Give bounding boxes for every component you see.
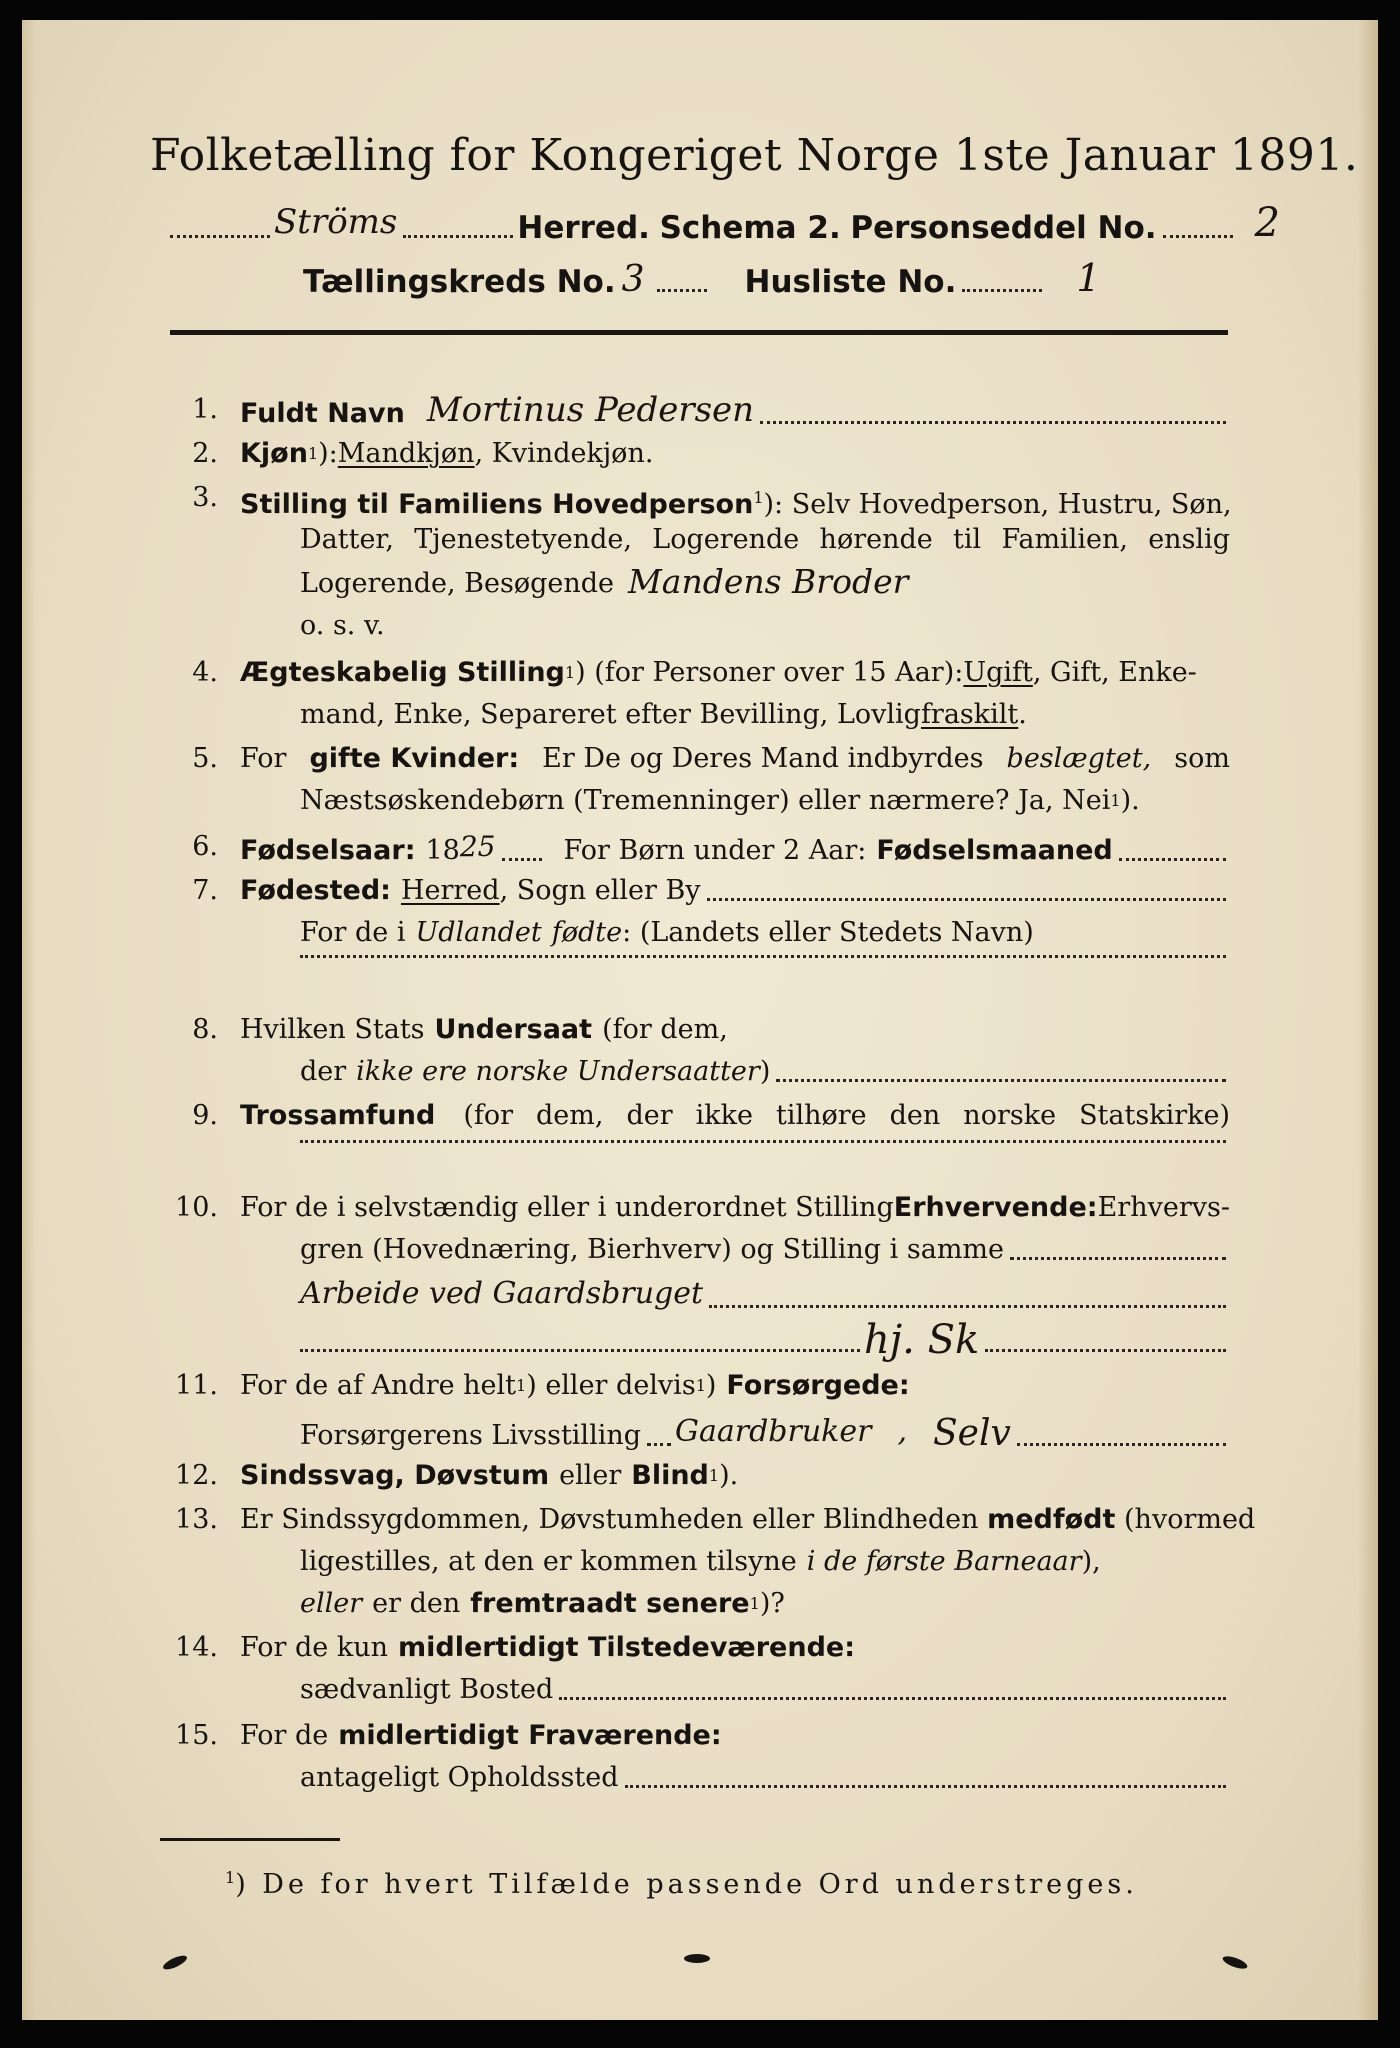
header-herred-line <box>170 200 1280 246</box>
marital-status-label: Ægteskabelig Stilling <box>240 657 565 688</box>
item-text: ) (for Personer over 15 Aar): <box>575 657 964 688</box>
item-text: mand, Enke, Separeret efter Bevilling, Lovlig <box>300 699 921 730</box>
dot-leader <box>403 235 513 238</box>
acquired-later-label: fremtraadt senere <box>470 1588 750 1619</box>
sex-text: , Kvindekjøn. <box>474 438 654 469</box>
item-number: 10. <box>175 1192 218 1223</box>
footnote-divider <box>160 1838 340 1841</box>
dot-leader <box>1010 1257 1226 1260</box>
occupation-label: Erhvervende: <box>893 1192 1098 1223</box>
blind-label: Blind <box>631 1460 709 1491</box>
dot-leader <box>300 955 1226 958</box>
item-text: For de <box>240 1720 329 1751</box>
schema-label: Schema 2. <box>659 210 841 246</box>
herred-label: Herred. <box>517 210 650 246</box>
item-text: ) <box>759 1056 771 1087</box>
husliste-value: 1 <box>1076 256 1101 300</box>
item-number: 6. <box>192 831 218 862</box>
item-text-italic: eller <box>300 1588 363 1619</box>
citizenship-label: Undersaat <box>434 1014 593 1045</box>
item-text: For de kun <box>240 1632 388 1663</box>
sex-text: ): <box>318 438 338 469</box>
print-mark <box>684 1954 710 1963</box>
item-text: eller <box>559 1460 622 1491</box>
item-4-line2 <box>300 697 1230 733</box>
footnote-ref: 1 <box>1110 791 1121 810</box>
item-text-italic: ikke ere norske Undersaatter <box>356 1056 760 1087</box>
item-5-line2 <box>300 783 1230 819</box>
item-text: antageligt Opholdssted <box>300 1762 619 1793</box>
temporary-absent-label: midlertidigt Fraværende: <box>338 1720 722 1751</box>
dot-leader <box>709 1305 1226 1308</box>
item-9-religion <box>240 1098 1230 1134</box>
item-13-line3 <box>300 1586 1230 1622</box>
item-number: 4. <box>192 657 218 688</box>
birthplace-option-underlined: Herred <box>400 875 500 906</box>
footnote-ref: 1 <box>225 1868 236 1887</box>
item-text: : (Landets eller Stedets Navn) <box>622 917 1034 948</box>
item-text: Logerende, Besøgende <box>300 568 614 599</box>
dot-leader <box>776 1079 1226 1082</box>
item-text: , Gift, Enke- <box>1032 657 1197 688</box>
item-10-occupation <box>240 1190 1230 1226</box>
dot-leader <box>1163 235 1233 238</box>
header-divider <box>170 330 1228 335</box>
item-5-married-women <box>240 741 1230 777</box>
full-name-label: Fuldt Navn <box>240 398 405 429</box>
sex-option-underlined: Mandkjøn <box>337 438 475 469</box>
item-text: For de af Andre helt <box>240 1370 517 1401</box>
birth-year-prefix: 18 <box>425 835 460 866</box>
item-13-congenital <box>240 1502 1256 1538</box>
form-title: Folketælling for Kongeriget Norge 1ste Januar 1891. <box>150 130 1359 181</box>
item-7-birthplace <box>240 873 1230 909</box>
dot-leader <box>559 1697 1226 1700</box>
dot-leader <box>300 1140 1226 1143</box>
dot-leader <box>657 289 707 292</box>
item-text: Er Sindssygdommen, Døvstumheden eller Blindheden <box>240 1504 979 1535</box>
item-3-family-position <box>240 480 1230 523</box>
herred-value: Ströms <box>274 202 398 242</box>
item-1-full-name <box>240 392 1230 432</box>
item-text: ). <box>719 1460 739 1491</box>
item-9-line2 <box>300 1140 1230 1151</box>
item-text: ligestilles, at den er kommen tilsyne <box>300 1546 797 1577</box>
item-number: 7. <box>192 875 218 906</box>
provider-occupation-value: Gaardbruker <box>675 1414 872 1449</box>
footnote <box>225 1868 1138 1900</box>
provider-occupation-value: Selv <box>932 1413 1011 1454</box>
family-position-value: Mandens Broder <box>628 562 909 601</box>
dot-leader <box>1119 858 1226 861</box>
husliste-label: Husliste No. <box>744 264 957 300</box>
dot-leader <box>170 235 270 238</box>
item-text: sædvanligt Bosted <box>300 1674 554 1705</box>
dot-leader <box>1017 1443 1226 1446</box>
item-12-disability <box>240 1458 1230 1494</box>
item-text: ): Selv Hovedperson, Hustru, Søn, <box>763 489 1232 520</box>
item-text: , Sogn eller By <box>499 875 701 906</box>
footnote-ref: 1 <box>695 1376 706 1395</box>
marital-option-underlined: fraskilt <box>920 699 1019 730</box>
item-text: der <box>300 1056 347 1087</box>
family-position-label: Stilling til Familiens Hovedperson <box>240 489 754 520</box>
item-number: 11. <box>175 1370 218 1401</box>
religion-label: Trossamfund <box>240 1100 436 1131</box>
occupation-annotation: hj. Sk <box>864 1317 980 1363</box>
item-text: For Børn under 2 Aar: <box>563 835 867 866</box>
dot-leader <box>625 1785 1227 1788</box>
dot-leader <box>300 1349 860 1352</box>
item-text-italic: fødte <box>551 917 623 948</box>
item-text-italic: i de første Barneaar <box>806 1546 1082 1577</box>
footnote-ref: 1 <box>564 663 576 682</box>
footnote-ref: 1 <box>753 488 764 507</box>
kreds-value: 3 <box>621 259 645 300</box>
item-text: )? <box>759 1588 785 1619</box>
item-6-birth-year <box>240 829 1230 869</box>
item-text: ) eller delvis <box>526 1370 696 1401</box>
occupation-value: Arbeide ved Gaardsbruget <box>300 1276 704 1311</box>
item-text: Næstsøskendebørn (Tremenninger) eller nærmere? Ja, Nei <box>300 785 1111 816</box>
item-text: For de i <box>300 917 406 948</box>
item-4-marital-status <box>240 655 1230 691</box>
item-number: 14. <box>175 1632 218 1663</box>
item-text: For <box>240 743 287 774</box>
item-text: gren (Hovednæring, Bierhverv) og Stilling i samme <box>300 1234 1005 1265</box>
birth-month-label: Fødselsmaaned <box>876 835 1113 866</box>
footnote-ref: 1 <box>708 1466 720 1485</box>
item-number: 1. <box>192 394 218 425</box>
marital-option-underlined: Ugift <box>963 657 1033 688</box>
item-text: som <box>1174 743 1230 774</box>
footnote-ref: 1 <box>516 1376 527 1395</box>
sex-label: Kjøn <box>240 438 308 469</box>
congenital-label: medfødt <box>987 1504 1116 1535</box>
item-13-line2 <box>300 1544 1230 1580</box>
item-text: er den <box>372 1588 461 1619</box>
item-number: 12. <box>175 1460 218 1491</box>
item-text: For de i selvstændig eller i underordnet Stilling <box>240 1192 894 1223</box>
item-text: ). <box>1120 785 1140 816</box>
item-15-temporary-absent <box>240 1718 1230 1754</box>
item-14-line2 <box>300 1672 1230 1708</box>
disability-label: Sindssvag, Døvstum <box>240 1460 550 1491</box>
personseddel-value: 2 <box>1254 200 1280 246</box>
item-2-sex <box>240 436 1230 472</box>
item-number: 2. <box>192 438 218 469</box>
footnote-text: ) De for hvert Tilfælde passende Ord understreges. <box>235 1869 1138 1900</box>
item-text: Datter, Tjenestetyende, Logerende hørende til Familien, enslig <box>300 524 1230 555</box>
item-number: 9. <box>192 1100 218 1131</box>
dot-leader <box>962 289 1042 292</box>
dot-leader <box>647 1443 671 1446</box>
item-10-line2 <box>300 1232 1230 1268</box>
item-text: Erhvervs- <box>1097 1192 1230 1223</box>
item-text: Hvilken Stats <box>240 1014 425 1045</box>
item-15-line2 <box>300 1760 1230 1796</box>
item-text-italic: beslægtet, <box>1006 743 1152 774</box>
item-text: o. s. v. <box>300 610 385 641</box>
footnote-ref: 1 <box>307 444 319 463</box>
item-text: (for dem, der ikke tilhøre den norske Statskirke) <box>463 1100 1230 1131</box>
item-text: . <box>1018 699 1027 730</box>
item-8-citizenship <box>240 1012 1230 1048</box>
item-text-italic: Udlandet <box>415 917 542 948</box>
item-10-line4 <box>300 1317 1230 1363</box>
dot-leader <box>985 1349 1226 1352</box>
paper-edge-right <box>1358 20 1378 2020</box>
item-7-line3 <box>300 955 1230 966</box>
item-text: Forsørgerens Livsstilling <box>300 1420 642 1451</box>
item-10-line3 <box>300 1276 1230 1316</box>
item-text: ) <box>705 1370 717 1401</box>
item-text: Er De og Deres Mand indbyrdes <box>542 743 984 774</box>
item-14-temporary-present <box>240 1630 1230 1666</box>
full-name-value: Mortinus Pedersen <box>426 390 755 430</box>
birth-year-label: Fødselsaar: <box>240 835 416 866</box>
birth-year-value: 25 <box>459 830 496 863</box>
dot-leader <box>502 858 542 861</box>
item-text: ), <box>1081 1546 1101 1577</box>
kreds-label: Tællingskreds No. <box>303 264 616 300</box>
header-kreds-line <box>303 256 1203 300</box>
item-number: 13. <box>175 1504 218 1535</box>
personseddel-label: Personseddel No. <box>850 210 1157 246</box>
item-number: 8. <box>192 1014 218 1045</box>
married-women-label: gifte Kvinder: <box>309 743 520 774</box>
item-number: 15. <box>175 1720 218 1751</box>
item-11-line2: Forsørgerens Livsstilling Gaardbruker , Selv <box>300 1414 1230 1454</box>
birthplace-label: Fødested: <box>240 875 391 906</box>
item-3-line3 <box>300 564 1230 602</box>
temporary-present-label: midlertidigt Tilstedeværende: <box>398 1632 856 1663</box>
footnote-ref: 1 <box>749 1594 760 1613</box>
item-11-supported <box>240 1368 1230 1404</box>
supported-label: Forsørgede: <box>726 1370 910 1401</box>
item-text: (for dem, <box>602 1014 728 1045</box>
dot-leader <box>707 898 1226 901</box>
item-7-line2 <box>300 915 1230 951</box>
item-8-line2 <box>300 1054 1230 1090</box>
paper-edge-left <box>22 20 36 2020</box>
item-number: 5. <box>192 743 218 774</box>
item-text: (hvormed <box>1124 1504 1256 1535</box>
dot-leader <box>760 421 1226 424</box>
item-number: 3. <box>192 482 218 513</box>
